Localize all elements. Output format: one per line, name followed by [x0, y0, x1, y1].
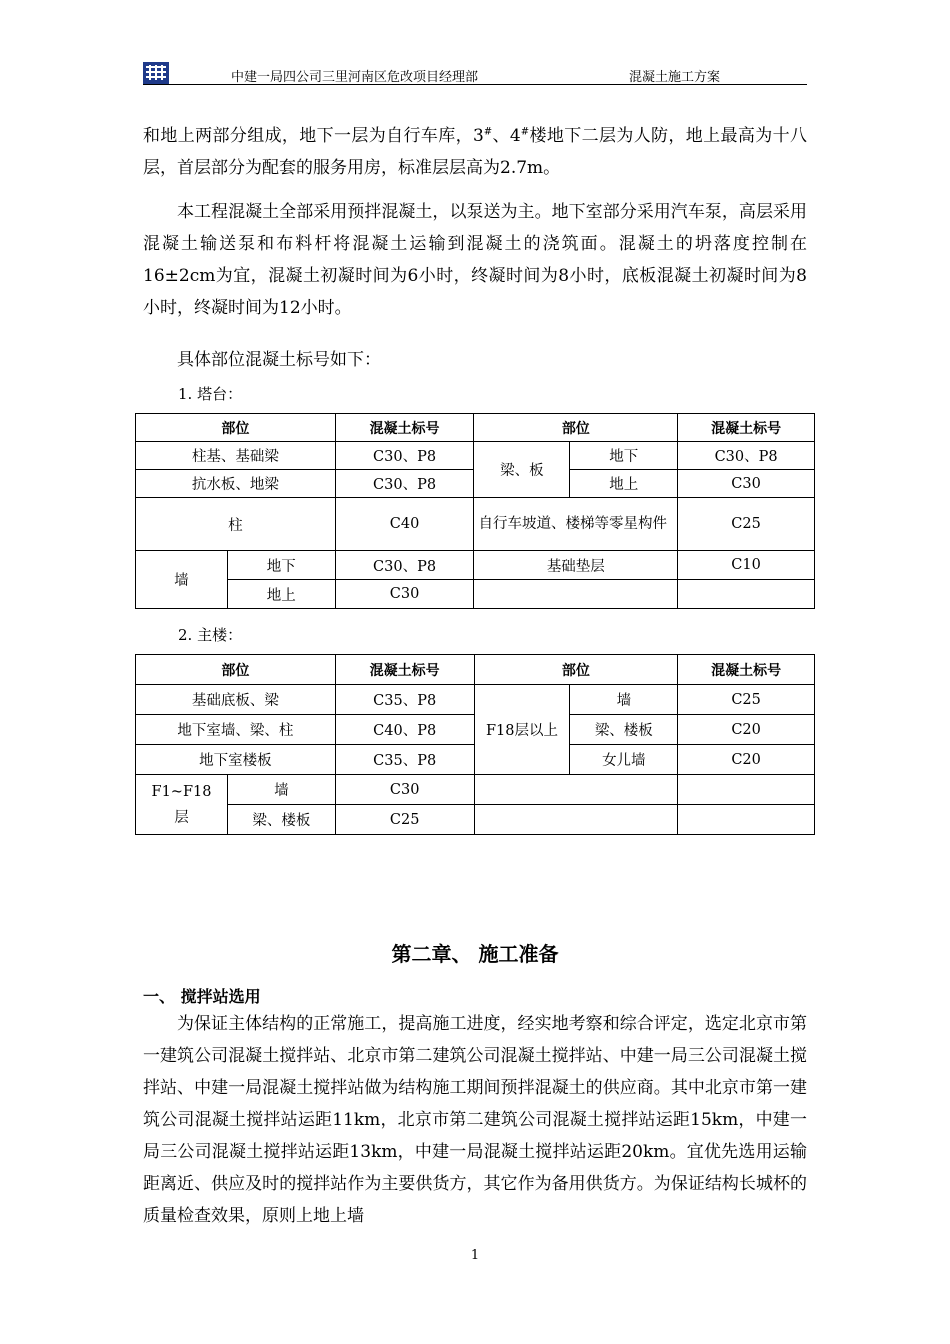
intro-text-b: 、4 — [492, 126, 521, 146]
table-row — [136, 498, 815, 551]
table-cell: C25 — [678, 498, 815, 551]
tower-concrete-table — [135, 413, 815, 609]
table-cell: C25 — [678, 685, 815, 715]
table-cell: 女儿墙 — [570, 745, 678, 775]
table-cell: 墙 — [136, 551, 228, 609]
chapter-title: 第二章、 施工准备 — [391, 942, 559, 966]
table-row — [136, 775, 815, 805]
table-cell: F1~F18层 — [136, 775, 228, 835]
table-cell: 柱基、基础梁 — [136, 442, 336, 470]
table-cell: C30 — [335, 775, 474, 805]
table-cell: 柱 — [136, 498, 336, 551]
table-row — [136, 442, 815, 470]
table-cell: 自行车坡道、楼梯等零星构件 — [474, 498, 678, 551]
intro-paragraph-1 — [143, 120, 807, 184]
intro-paragraph-3: 具体部位混凝土标号如下： — [177, 350, 381, 370]
header-grade-2: 混凝土标号 — [678, 414, 815, 442]
section-paragraph: 为保证主体结构的正常施工，提高施工进度，经实地考察和综合评定，选定北京市第一建筑公司混凝土搅拌站、北京市第二建筑公司混凝土搅拌站、中建一局三公司混凝土搅拌站、中建一局混凝土搅拌站做为结构施工期间预拌混凝土的供应商。其中北京市第一建筑公司混凝土搅拌站运距11km，北京市第二建筑公司混凝土搅拌站运距15km，中建一局三公司混凝土搅拌站运距13km，中建一局混凝土搅拌站运距20km。宜优先选用运输距离近、供应及时的搅拌站作为主要供货方，其它作为备用供货方。为保证结构长城杯的质量检查效果，原则上地上墙 — [143, 1014, 807, 1226]
header-grade: 混凝土标号 — [335, 655, 474, 685]
intro-text-c: 楼地下二层为人防，地上最高为十八层，首层部分为配套的服务用房，标准层层高为2.7m。 — [143, 126, 807, 178]
table-cell-empty — [678, 805, 815, 835]
table-cell-empty — [678, 775, 815, 805]
table-cell: C10 — [678, 551, 815, 580]
section-title: 一、 搅拌站选用 — [143, 987, 261, 1006]
table-cell: 梁、楼板 — [570, 715, 678, 745]
table2-heading: 2. 主楼： — [178, 626, 243, 644]
table-row — [136, 580, 815, 609]
table-cell-empty — [678, 580, 815, 609]
table-cell: C30 — [678, 470, 815, 498]
table-cell: C30、P8 — [335, 442, 474, 470]
table-cell: C30、P8 — [678, 442, 815, 470]
table-row — [136, 805, 815, 835]
table-cell: 地下 — [570, 442, 678, 470]
header-part-2: 部位 — [474, 414, 678, 442]
table-cell: C30、P8 — [335, 551, 474, 580]
table-cell: C40 — [335, 498, 474, 551]
table-cell: 地上 — [570, 470, 678, 498]
table1-heading: 1. 塔台： — [178, 385, 243, 403]
table-row — [136, 685, 815, 715]
main-building-concrete-table — [135, 654, 815, 835]
page-header — [143, 60, 807, 85]
page-number: 1 — [470, 1248, 480, 1263]
table-cell-empty — [474, 805, 678, 835]
table-cell: C35、P8 — [335, 685, 474, 715]
table-cell: C35、P8 — [335, 745, 474, 775]
table-cell: C30 — [335, 580, 474, 609]
header-document-title: 混凝土施工方案 — [629, 70, 721, 85]
table-cell: 基础底板、梁 — [136, 685, 336, 715]
table-cell: 地下室墙、梁、柱 — [136, 715, 336, 745]
table-cell: 基础垫层 — [474, 551, 678, 580]
table-cell: 地上 — [227, 580, 335, 609]
table-cell: C20 — [678, 745, 815, 775]
table-cell: C25 — [335, 805, 474, 835]
header-part-2: 部位 — [474, 655, 678, 685]
table-cell: C20 — [678, 715, 815, 745]
intro-paragraph-2: 本工程混凝土全部采用预拌混凝土，以泵送为主。地下室部分采用汽车泵，高层采用混凝土输送泵和布料杆将混凝土运输到混凝土的浇筑面。混凝土的坍落度控制在16±2cm为宜，混凝土初凝时间为6小时，终凝时间为8小时，底板混凝土初凝时间为8小时，终凝时间为12小时。 — [143, 202, 807, 318]
table-cell: 梁、楼板 — [227, 805, 335, 835]
table-cell: C40、P8 — [335, 715, 474, 745]
header-grade-2: 混凝土标号 — [678, 655, 815, 685]
company-logo-icon — [143, 62, 169, 84]
table-cell-empty — [474, 580, 678, 609]
superscript-2: # — [520, 126, 530, 138]
table-row — [136, 655, 815, 685]
table-row — [136, 414, 815, 442]
intro-text-a: 和地上两部分组成，地下一层为自行车库，3 — [143, 126, 484, 146]
header-part: 部位 — [136, 655, 336, 685]
table-cell-empty — [474, 775, 678, 805]
table-cell: 梁、板 — [474, 442, 570, 498]
superscript-1: # — [483, 126, 493, 138]
table-cell: 抗水板、地梁 — [136, 470, 336, 498]
table-cell: 墙 — [570, 685, 678, 715]
header-grade: 混凝土标号 — [335, 414, 474, 442]
table-cell: F18层以上 — [474, 685, 570, 775]
table-row — [136, 551, 815, 580]
table-cell: C30、P8 — [335, 470, 474, 498]
header-project-name: 中建一局四公司三里河南区危改项目经理部 — [231, 70, 479, 85]
table-cell: 墙 — [227, 775, 335, 805]
table-cell: 地下室楼板 — [136, 745, 336, 775]
table-cell: 地下 — [227, 551, 335, 580]
header-part: 部位 — [136, 414, 336, 442]
